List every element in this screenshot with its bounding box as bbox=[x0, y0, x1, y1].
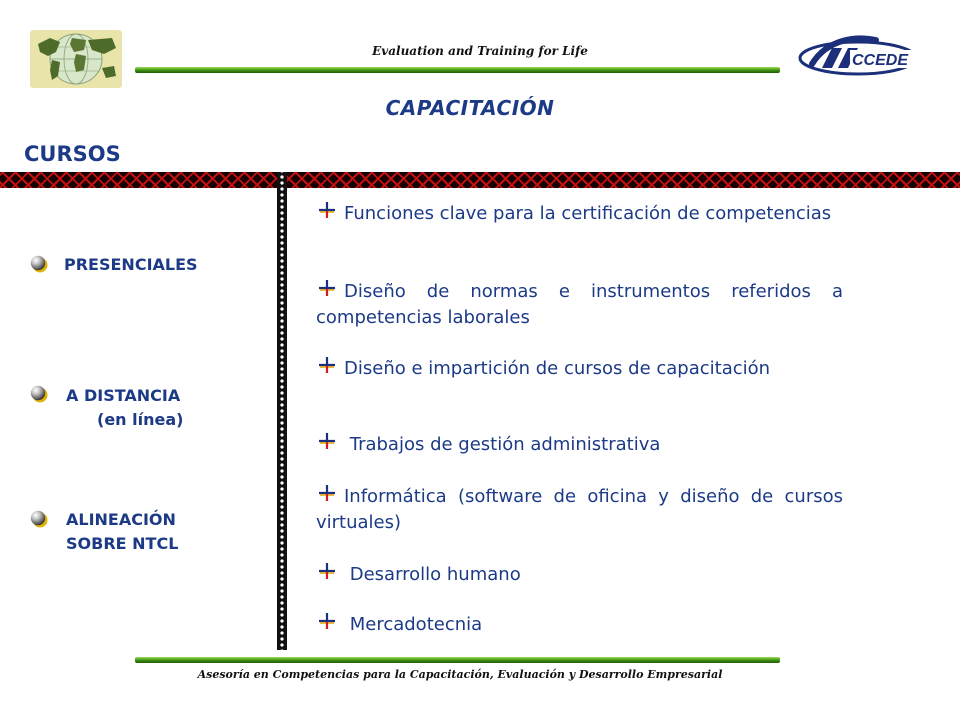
course-item-text: Trabajos de gestión administrativa bbox=[344, 434, 661, 455]
category-a-distancia-subtitle: (en línea) bbox=[97, 410, 184, 429]
category-alineacion-subtitle: SOBRE NTCL bbox=[66, 534, 179, 553]
footer-divider-rule bbox=[135, 657, 780, 663]
course-item-text: Diseño e impartición de cursos de capacitación bbox=[344, 358, 771, 379]
category-alineacion: ALINEACIÓN bbox=[66, 510, 176, 529]
course-item bbox=[316, 201, 843, 227]
course-item bbox=[316, 612, 843, 638]
sphere-bullet-icon bbox=[30, 385, 48, 403]
course-item bbox=[316, 356, 843, 382]
sphere-bullet-icon bbox=[30, 255, 48, 273]
page-title: CAPACITACIÓN bbox=[385, 96, 555, 120]
course-item bbox=[316, 484, 843, 536]
dotted-vertical-divider bbox=[277, 172, 287, 650]
cross-bullet-icon bbox=[316, 564, 344, 582]
category-a-distancia: A DISTANCIA bbox=[66, 386, 181, 405]
course-item-text: Mercadotecnia bbox=[344, 614, 483, 635]
svg-text:CCEDE: CCEDE bbox=[852, 52, 909, 69]
cross-bullet-icon bbox=[316, 614, 344, 632]
cross-bullet-icon bbox=[316, 203, 344, 221]
course-item bbox=[316, 562, 843, 588]
cross-bullet-icon bbox=[316, 486, 344, 504]
cross-bullet-icon bbox=[316, 434, 344, 452]
course-item-text: Informática (software de oficina y diseño de cursos virtuales) bbox=[316, 486, 843, 533]
footer-text: Asesoría en Competencias para la Capacitación, Evaluación y Desarrollo Empresarial bbox=[197, 668, 723, 681]
ccede-logo bbox=[798, 34, 930, 78]
course-item-text: Desarrollo humano bbox=[344, 564, 521, 585]
decorative-zigzag-band bbox=[0, 172, 960, 188]
globe-logo-icon bbox=[30, 30, 122, 88]
header-divider-rule bbox=[135, 67, 780, 73]
course-item bbox=[316, 279, 843, 331]
course-item bbox=[316, 432, 843, 458]
course-item-text: Diseño de normas e instrumentos referidos a competencias laborales bbox=[316, 281, 843, 328]
sphere-bullet-icon bbox=[30, 510, 48, 528]
cross-bullet-icon bbox=[316, 281, 344, 299]
header-tagline: Evaluation and Training for Life bbox=[372, 44, 588, 58]
section-title: CURSOS bbox=[24, 142, 121, 166]
course-item-text: Funciones clave para la certificación de competencias bbox=[344, 203, 832, 224]
cross-bullet-icon bbox=[316, 358, 344, 376]
category-presenciales: PRESENCIALES bbox=[64, 255, 198, 274]
